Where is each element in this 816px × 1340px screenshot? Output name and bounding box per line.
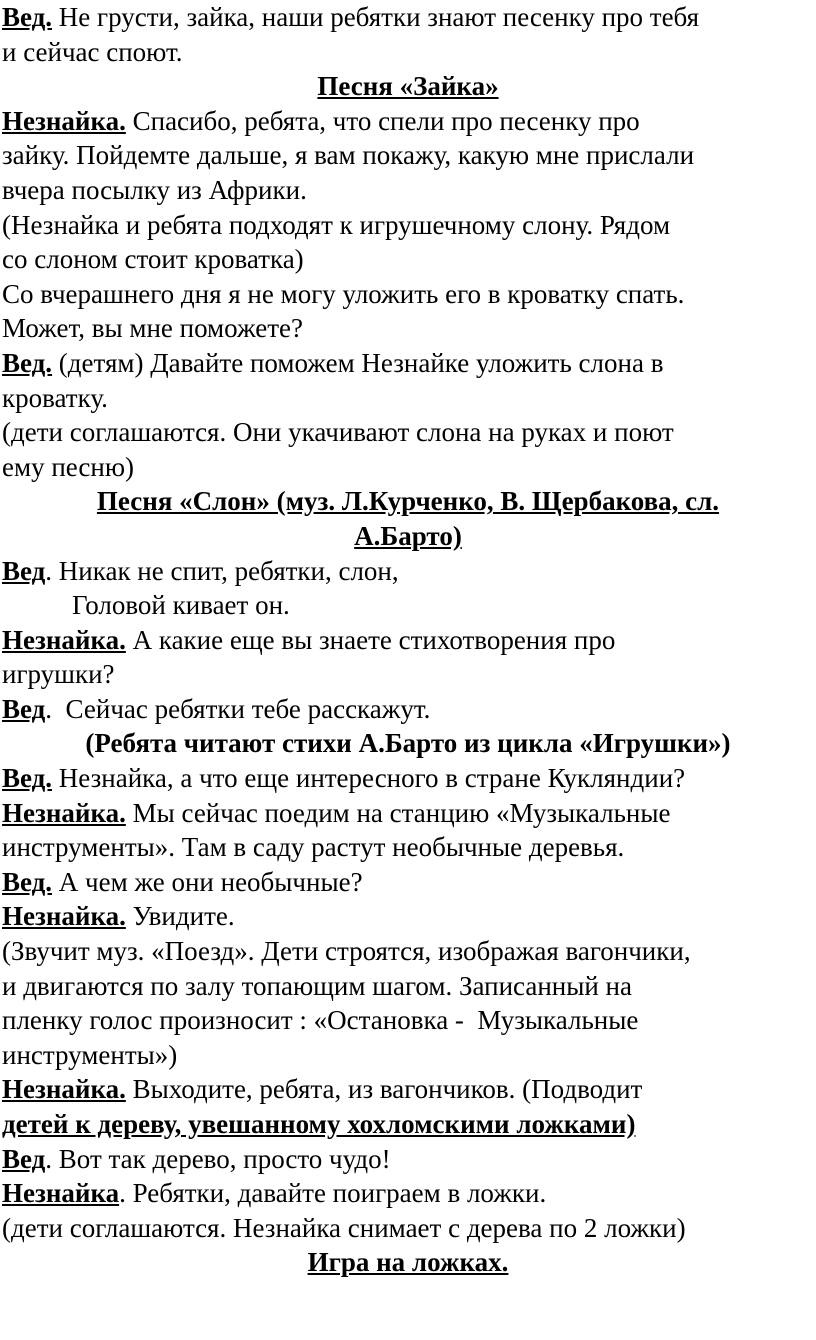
text-line: вчера посылку из Африки. [2,174,307,205]
text-line: . Вот так дерево, просто чудо! [45,1143,391,1174]
text-line: (детям) Давайте поможем Незнайке уложить слона в [52,347,664,378]
text-line: и сейчас споют. [2,36,183,67]
text-line: Головой кивает он. [72,590,290,621]
text-line: и двигаются по залу топающим шагом. Записанный на [2,970,632,1001]
text-line: инструменты») [2,1039,178,1070]
speaker-ved: Вед [2,555,46,586]
game-heading: Игра на ложках. [307,1247,509,1278]
text-line: инструменты». Там в саду растут необычные деревья. [2,832,625,863]
speaker-ved: Вед. [2,866,53,897]
text-line: Мы сейчас поедим на станцию «Музыкальные [125,797,671,828]
speaker-neznayka: Незнайка. [2,797,126,828]
speaker-neznayka: Незнайка. [2,624,126,655]
text-line: игрушки? [2,659,115,690]
text-line-bold: детей к дереву, увешанному хохломскими ложками) [2,1109,636,1139]
text-line: Незнайка, а что еще интересного в стране Кукляндии? [52,763,686,794]
speaker-neznayka: Незнайка. [2,1074,126,1105]
text-line: со слоном стоит кроватка) [2,244,304,275]
text-line: (Звучит муз. «Поезд». Дети строятся, изображая вагончики, [2,936,691,967]
text-line: А чем же они необычные? [52,866,363,897]
speaker-neznayka: Незнайка. [2,901,126,932]
text-line: А какие еще вы знаете стихотворения про [125,624,616,655]
text-line: Выходите, ребята, из вагончиков. (Подводит [125,1074,643,1105]
paragraph [0,761,816,1245]
song-heading: Песня «Слон» (муз. Л.Курченко, В. Щербакова, сл. [96,486,720,517]
speaker-neznayka: Незнайка. [2,105,126,136]
text-line: Спасибо, ребята, что спели про песенку про [125,105,640,136]
activity-heading: (Ребята читают стихи А.Барто из цикла «Игрушки») [85,728,731,759]
text-line: (Незнайка и ребята подходят к игрушечному слону. Рядом [2,209,671,240]
speaker-ved: Вед. [2,2,53,32]
text-line: Не грусти, зайка, наши ребятки знают песенку про тебя [52,2,700,32]
text-line: Увидите. [125,901,235,932]
text-line: зайку. Пойдемте дальше, я вам покажу, какую мне прислали [2,140,695,171]
text-line: Со вчерашнего дня я не могу уложить его в кроватку спать. [2,278,685,309]
text-line: Может, вы мне поможете? [2,313,304,344]
text-line: (дети соглашаются. Незнайка снимает с дерева по 2 ложки) [2,1212,686,1243]
speaker-ved: Вед. [2,763,53,794]
song-heading: А.Барто) [354,520,462,551]
text-line: . Ребятки, давайте поиграем в ложки. [119,1178,547,1209]
speaker-ved: Вед [2,1143,46,1174]
text-line: пленку голос произносит : «Остановка - Музыкальные [2,1005,639,1036]
paragraph [0,104,816,485]
paragraph [0,0,816,69]
text-line: ему песню) [2,451,135,482]
text-line: кроватку. [2,382,108,413]
song-heading: Песня «Зайка» [317,71,499,102]
text-line: . Сейчас ребятки тебе расскажут. [45,693,431,724]
speaker-ved: Вед [2,693,46,724]
text-line: . Никак не спит, ребятки, слон, [45,555,399,586]
speaker-ved: Вед. [2,347,53,378]
speaker-neznayka: Незнайка [2,1178,120,1209]
text-line: (дети соглашаются. Они укачивают слона на руках и поют [2,417,674,448]
paragraph [0,554,816,727]
